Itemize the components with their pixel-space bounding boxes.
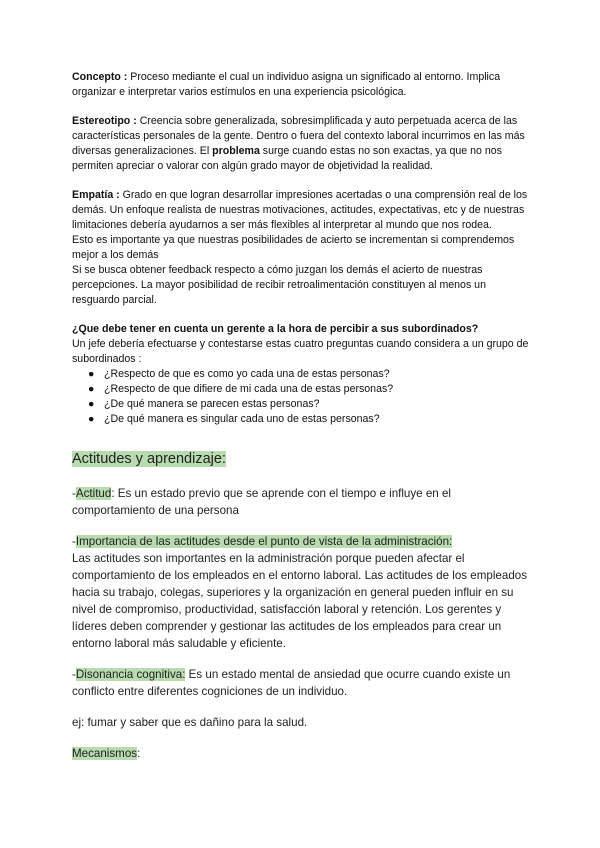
gerente-intro: Un jefe debería efectuarse y contestarse estas cuatro preguntas cuando considera a un grupo de subordinados : xyxy=(72,338,529,365)
document-content xyxy=(72,70,532,762)
concepto-label: Concepto : xyxy=(72,71,128,83)
section-title: Actitudes y aprendizaje: xyxy=(72,451,226,467)
estereotipo-text-1: Creencia sobre generalizada, sobresimplificada y auto perpetuada acerca de las características personales de la gente. Dentro o fuera del contexto laboral incurrimos en las más diversas generalizaciones. El xyxy=(72,115,525,157)
gerente-bullet-list xyxy=(72,367,532,427)
mecanismos-label: Mecanismos xyxy=(72,747,138,760)
importancia-label: Importancia de las actitudes desde el punto de vista de la administración: xyxy=(75,535,453,548)
bullet-icon: ● xyxy=(88,398,95,410)
disonancia-text: Es un estado mental de ansiedad que ocurre cuando existe un conflicto entre diferentes cogniciones de un individuo. xyxy=(72,668,511,698)
empatia-line-2: Esto es importante ya que nuestras posibilidades de acierto se incrementan si comprendemos mejor a los demás xyxy=(72,234,515,261)
mecanismos-heading: Mecanismos: xyxy=(72,747,141,760)
list-item: ● ¿De qué manera es singular cada uno de estas personas? xyxy=(88,413,380,425)
actitud-label: Actitud xyxy=(75,487,112,500)
bullet-icon: ● xyxy=(88,368,95,380)
disonancia-label: Disonancia cognitiva: xyxy=(75,668,186,681)
actitud-text: : Es un estado previo que se aprende con el tiempo e influye en el comportamiento de una persona xyxy=(72,487,451,517)
empatia-line-3: Si se busca obtener feedback respecto a cómo juzgan los demás el acierto de nuestras percepciones. La mayor posibilidad de recibir retroalimentación constituyen al menos un resguardo parcial. xyxy=(72,264,486,306)
disonancia-paragraph: -Disonancia cognitiva: Es un estado mental de ansiedad que ocurre cuando existe un conflicto entre diferentes cogniciones de un individuo. xyxy=(72,668,511,698)
estereotipo-label: Estereotipo : xyxy=(72,115,137,127)
bullet-icon: ● xyxy=(88,383,95,395)
estereotipo-bold-word: problema xyxy=(212,145,260,157)
estereotipo-text-2: surge cuando estas no son exactas, ya que no nos permiten apreciar o valorar con algún grado mayor de objetividad la realidad. xyxy=(72,145,502,172)
list-item: ● ¿Respecto de que es como yo cada una de estas personas? xyxy=(88,368,390,380)
estereotipo-paragraph xyxy=(72,114,532,174)
bullet-icon: ● xyxy=(88,413,95,425)
concepto-paragraph xyxy=(72,70,532,100)
empatia-text: Grado en que logran desarrollar impresiones acertadas o una comprensión real de los demás. Un enfoque realista de nuestras motivaciones, actitudes, expectativas, etc y de nuestras limitaciones debería ayudarnos a ser más flexibles al interpretar al mundo que nos rodea. xyxy=(72,189,528,231)
importancia-heading: -Importancia de las actitudes desde el punto de vista de la administración: xyxy=(72,535,453,548)
list-item: ● ¿De qué manera se parecen estas personas? xyxy=(88,398,320,410)
actitud-paragraph: -Actitud: Es un estado previo que se aprende con el tiempo e influye en el comportamiento de una persona xyxy=(72,487,451,517)
concepto-text: Proceso mediante el cual un individuo asigna un significado al entorno. Implica organizar e interpretar varios estímulos en una experiencia psicológica. xyxy=(72,71,501,98)
gerente-question: ¿Que debe tener en cuenta un gerente a la hora de percibir a sus subordinados? xyxy=(72,323,479,335)
ejemplo-text: ej: fumar y saber que es dañino para la salud. xyxy=(72,716,308,729)
importancia-text: Las actitudes son importantes en la administración porque pueden afectar el comportamiento de los empleados en el entorno laboral. Las actitudes de los empleados hacia su trabajo, colegas, superiores y la organización en general pueden influir en su nivel de compromiso, productividad, satisfacción laboral y retención. Los gerentes y líderes deben comprender y gestionar las actitudes de los empleados para crear un entorno laboral más saludable y eficiente. xyxy=(72,552,528,650)
list-item: ● ¿Respecto de que difiere de mi cada una de estas personas? xyxy=(88,383,394,395)
empatia-paragraph xyxy=(72,188,532,233)
empatia-label: Empatía : xyxy=(72,189,120,201)
